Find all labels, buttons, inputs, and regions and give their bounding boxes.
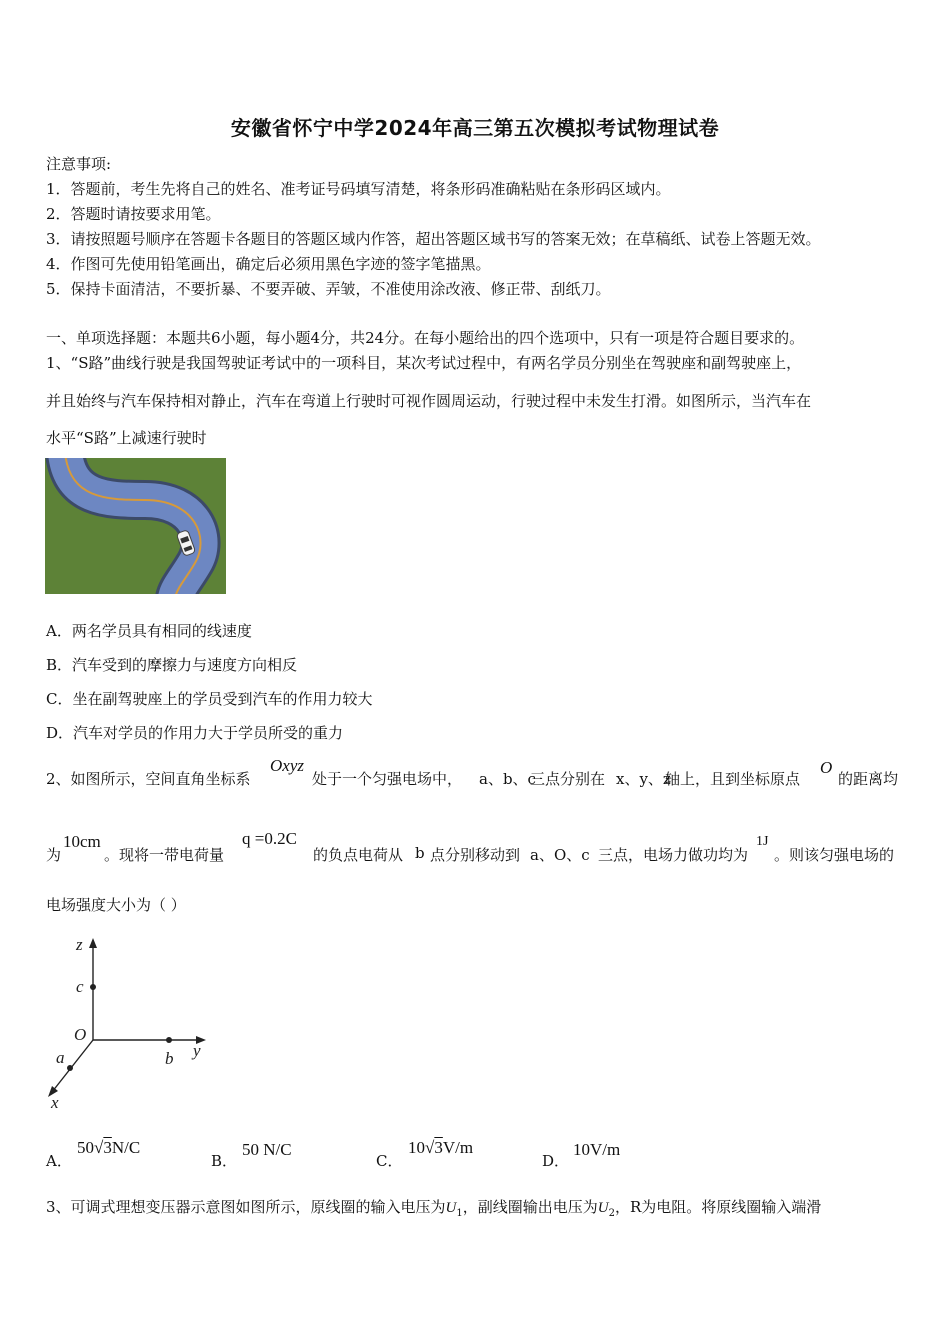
q2-option-d-value: 10V/m [573, 1140, 621, 1159]
question-1-text: 并且始终与汽车保持相对静止，汽车在弯道上行驶时可视作圆周运动，行驶过程中未发生打滑。如图所示，当汽车在 [46, 392, 812, 410]
z-arrow-icon [89, 938, 97, 948]
notice-item: 4．作图可先使用铅笔画出，确定后必须用黑色字迹的签字笔描黑。 [46, 255, 491, 273]
question-1-text: 水平“S路”上减速行驶时 [46, 429, 207, 447]
sqrt-icon: √ [425, 1138, 435, 1157]
question-2-text: a、O、c [530, 846, 590, 864]
radicand: 3 [434, 1138, 443, 1157]
origin-diagram-label: O [74, 1025, 87, 1044]
question-2-text: x、y、z [616, 770, 671, 788]
q2-option-d-label: D． [542, 1152, 570, 1170]
question-2-text: 轴上，且到坐标原点 [665, 770, 801, 788]
question-2-text: a、b、c [479, 770, 536, 788]
question-2-text: 电场强度大小为（ ） [46, 896, 186, 914]
q2-option-a-value [77, 1138, 140, 1158]
option-b: B．汽车受到的摩擦力与速度方向相反 [46, 656, 298, 674]
notice-item: 1．答题前，考生先将自己的姓名、准考证号码填写清楚，将条形码准确粘贴在条形码区域内。 [46, 180, 671, 198]
q2-option-b-value: 50 N/C [242, 1140, 292, 1159]
y-axis-label: y [193, 1041, 201, 1060]
q2-option-a-label: A． [46, 1152, 72, 1170]
question-2-text: 处于一个匀强电场中， [312, 770, 463, 788]
question-2-text: 。现将一带电荷量 [104, 846, 225, 864]
x-axis-label: x [51, 1093, 59, 1112]
question-2-text: 三点分别在 [530, 770, 606, 788]
q2-option-c-label: C． [376, 1152, 403, 1170]
question-2-text: 的负点电荷从 [313, 846, 404, 864]
coef: 50 [77, 1138, 94, 1157]
q3-text-b: ，副线圈输出电压为 [462, 1198, 598, 1216]
point-b [166, 1037, 172, 1043]
question-2-text: b [415, 844, 425, 862]
origin-label: O [820, 758, 833, 777]
question-2-text: 2、如图所示，空间直角坐标系 [46, 770, 251, 788]
notice-item: 5．保持卡面清洁，不要折暴、不要弄破、弄皱，不准使用涂改液、修正带、刮纸刀。 [46, 280, 611, 298]
coordinate-diagram [40, 932, 220, 1112]
work-value: 1J [756, 834, 769, 849]
option-d: D．汽车对学员的作用力大于学员所受的重力 [46, 724, 344, 742]
point-a [67, 1065, 73, 1071]
charge-value: q =0.2C [242, 829, 297, 848]
question-3-text [46, 1196, 821, 1219]
u2-subscript: 2 [608, 1208, 615, 1219]
option-a: A．两名学员具有相同的线速度 [46, 622, 252, 640]
s-road-figure [45, 458, 226, 594]
q3-text-a: 3、可调式理想变压器示意图如图所示，原线圈的输入电压为 [46, 1198, 446, 1216]
distance-value: 10cm [63, 832, 101, 851]
c-label: c [76, 977, 84, 996]
a-label: a [56, 1048, 65, 1067]
question-2-text: 三点，电场力做功均为 [598, 846, 749, 864]
q3-text-c: ，R为电阻。将原线圈输入端滑 [615, 1198, 822, 1216]
coef: 10 [408, 1138, 425, 1157]
q2-option-b-label: B． [211, 1152, 238, 1170]
question-2-text: 的距离均 [838, 770, 899, 788]
unit: V/m [442, 1138, 474, 1157]
notice-heading: 注意事项: [46, 155, 112, 173]
option-c: C．坐在副驾驶座上的学员受到汽车的作用力较大 [46, 690, 373, 708]
q2-option-c-value [408, 1138, 473, 1158]
notice-item: 2．答题时请按要求用笔。 [46, 205, 221, 223]
b-label: b [165, 1049, 174, 1068]
unit: N/C [111, 1138, 141, 1157]
question-2-text: 为 [46, 846, 62, 864]
sqrt-icon: √ [94, 1138, 104, 1157]
u1-subscript: 1 [456, 1208, 463, 1219]
question-2-text: 。则该匀强电场的 [774, 846, 895, 864]
z-axis-label: z [76, 935, 83, 954]
coordinate-system: Oxyz [270, 756, 304, 775]
radicand: 3 [103, 1138, 112, 1157]
question-1-text: 1、“S路”曲线行驶是我国驾驶证考试中的一项科目，某次考试过程中，有两名学员分别坐在驾驶座和副驾驶座上， [46, 354, 802, 372]
notice-item: 3．请按照题号顺序在答题卡各题目的答题区域内作答，超出答题区域书写的答案无效；在草稿纸、试卷上答题无效。 [46, 230, 821, 248]
point-c [90, 984, 96, 990]
u2-symbol: U [597, 1200, 609, 1216]
u1-symbol: U [445, 1200, 457, 1216]
question-2-text: 点分别移动到 [430, 846, 521, 864]
page-title: 安徽省怀宁中学2024年高三第五次模拟考试物理试卷 [230, 116, 720, 140]
section-heading: 一、单项选择题：本题共6小题，每小题4分，共24分。在每小题给出的四个选项中，只有一项是符合题目要求的。 [46, 329, 805, 347]
